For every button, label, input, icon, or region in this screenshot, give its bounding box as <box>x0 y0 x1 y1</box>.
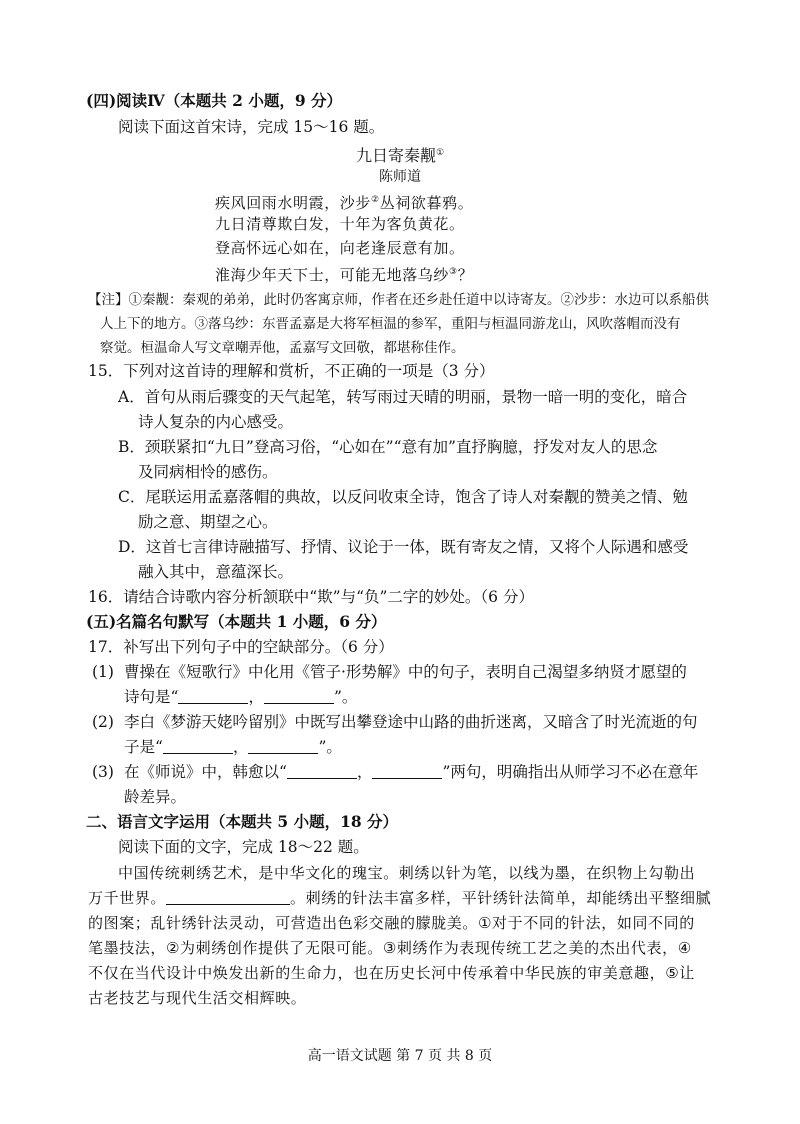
footnote-mark-2: ② <box>371 195 380 205</box>
poem-title: 九日寄秦觏① <box>355 146 445 165</box>
answer-blank[interactable] <box>372 764 442 779</box>
note-line-1: 【注】①秦觏：秦观的弟弟，此时仍客寓京师，作者在还乡赴任道中以诗寄友。②沙步：水边可以系船供 <box>88 292 709 308</box>
option-b-line-2: 及同病相怜的感伤。 <box>138 463 278 481</box>
passage-line-1: 中国传统刺绣艺术，是中华文化的瑰宝。刺绣以针为笔，以线为墨，在织物上勾勒出 <box>118 864 696 882</box>
option-a-line-1: A．首句从雨后骤变的天气起笔，转写雨过天晴的明丽，景物一暗一明的变化，暗合 <box>118 388 688 406</box>
poem-author: 陈师道 <box>379 169 421 185</box>
passage-line-2: 万千世界。 。刺绣的针法丰富多样，平针绣针法简单，却能绣出平整细腻 <box>88 889 712 907</box>
question-15-stem: 15．下列对这首诗的理解和赏析，不正确的一项是（3 分） <box>88 362 495 380</box>
poem-line-2: 九日清尊欺白发，十年为客负黄花。 <box>215 215 465 233</box>
part-2-intro: 阅读下面的文字，完成 18～22 题。 <box>118 838 369 856</box>
question-17: 17．补写出下列句子中的空缺部分。（6 分） <box>88 638 394 656</box>
answer-blank[interactable] <box>163 739 233 754</box>
footnote-mark-3: ③ <box>449 267 458 277</box>
item-2-number: (2) <box>92 713 114 731</box>
item-3-number: (3) <box>92 763 114 781</box>
option-c-line-2: 励之意、期望之心。 <box>138 513 278 531</box>
passage-line-6: 古老技艺与现代生活交相辉映。 <box>88 989 307 1007</box>
part-2-heading: 二、语言文字运用（本题共 5 小题，18 分） <box>86 812 399 831</box>
passage-line-4: 笔墨技法，②为刺绣创作提供了无限可能。③刺绣作为表现传统工艺之美的杰出代表，④ <box>88 939 692 957</box>
section-5-heading: (五)名篇名句默写（本题共 1 小题，6 分） <box>86 612 387 631</box>
answer-blank[interactable] <box>248 739 318 754</box>
poem-line-4: 淮海少年天下士，可能无地落乌纱③？ <box>215 266 474 284</box>
option-a-line-2: 诗人复杂的内心感受。 <box>138 413 294 431</box>
item-2-line-2: 子是“ ， ”。 <box>124 738 342 756</box>
poem-line-3: 登高怀远心如在，向老逢辰意有加。 <box>215 239 465 257</box>
option-b-line-1: B．颈联紧扣“九日”登高习俗，“心如在”“意有加”直抒胸臆，抒发对友人的思念 <box>118 438 658 456</box>
note-line-3: 察觉。桓温命人写文章嘲弄他，孟嘉写文回敬，都堪称佳作。 <box>100 340 465 356</box>
footnote-mark-1: ① <box>435 148 445 158</box>
option-d-line-2: 融入其中，意蕴深长。 <box>138 563 294 581</box>
item-1-line-1: 曹操在《短歌行》中化用《管子·形势解》中的句子，表明自己渴望多纳贤才愿望的 <box>124 663 687 681</box>
item-1-line-2: 诗句是“ ， ”。 <box>124 688 358 706</box>
answer-blank[interactable] <box>264 689 334 704</box>
item-2-line-1: 李白《梦游天姥吟留别》中既写出攀登途中山路的曲折迷离，又暗含了时光流逝的句 <box>124 713 698 731</box>
answer-blank[interactable] <box>178 689 248 704</box>
answer-blank[interactable] <box>287 764 357 779</box>
item-3-line-1: 在《师说》中，韩愈以“ ， ”两句，明确指出从师学习不必在意年 <box>124 763 699 781</box>
section-4-intro: 阅读下面这首宋诗，完成 15～16 题。 <box>118 118 385 136</box>
poem-line-1: 疾风回雨水明霞，沙步②丛祠欲暮鸦。 <box>215 194 474 212</box>
section-4-heading: (四)阅读Ⅳ（本题共 2 小题，9 分） <box>86 91 343 110</box>
passage-line-3: 的图案；乱针绣针法灵动，可营造出色彩交融的朦胧美。①对于不同的针法，如同不同的 <box>88 914 695 932</box>
note-line-2: 人上下的地方。③落乌纱：东晋孟嘉是大将军桓温的参军，重阳与桓温同游龙山，风吹落帽而没有 <box>100 316 681 332</box>
option-c-line-1: C．尾联运用孟嘉落帽的典故，以反问收束全诗，饱含了诗人对秦觏的赞美之情、勉 <box>118 488 688 506</box>
item-1-number: (1) <box>92 663 114 681</box>
passage-blank[interactable] <box>166 890 290 905</box>
item-3-line-2: 龄差异。 <box>124 788 187 806</box>
page-footer: 高一语文试题 第 7 页 共 8 页 <box>307 1048 493 1064</box>
option-d-line-1: D．这首七言律诗融描写、抒情、议论于一体，既有寄友之情，又将个人际遇和感受 <box>118 538 689 556</box>
passage-line-5: 不仅在当代设计中焕发出新的生命力，也在历史长河中传承着中华民族的审美意趣，⑤让 <box>88 964 695 982</box>
question-16: 16．请结合诗歌内容分析颔联中“欺”与“负”二字的妙处。（6 分） <box>88 588 534 606</box>
